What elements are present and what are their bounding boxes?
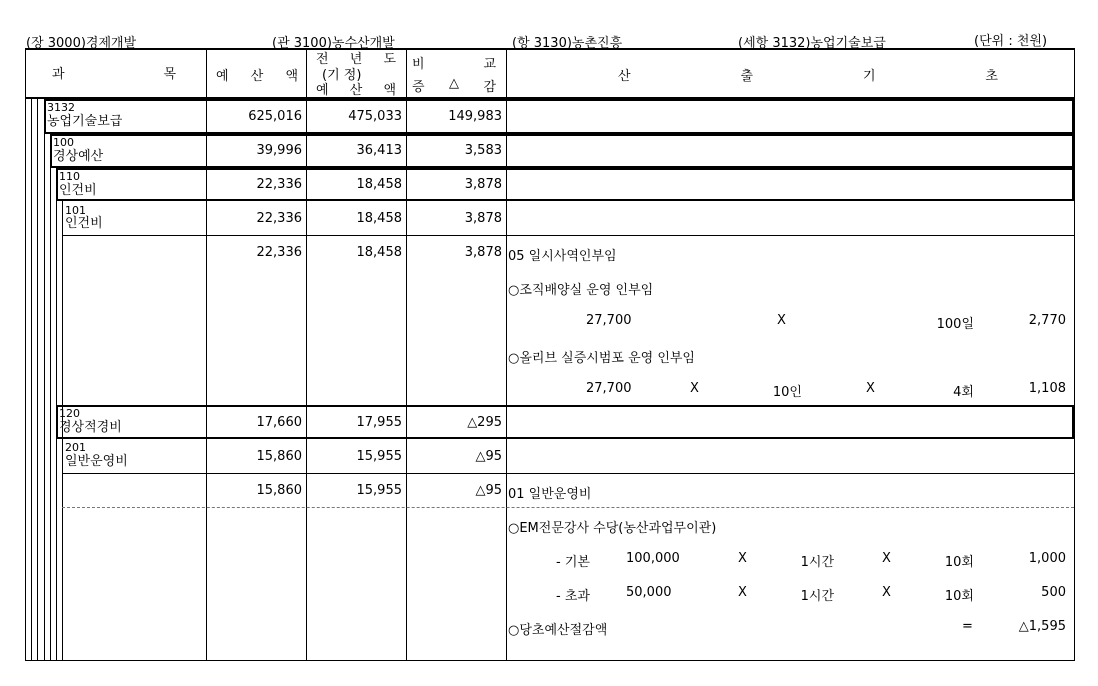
header-sehang: (세항 3132)농업기술보급 [738, 36, 886, 51]
basis-item: ○당초예산절감액 [508, 623, 608, 638]
header-gwan: (관 3100)농수산개발 [272, 36, 395, 51]
col-header-budget: 예 산 액 [216, 69, 298, 84]
header-hang: (항 3130)농촌진흥 [512, 36, 623, 51]
basis-item: ○올리브 실증시범포 운영 인부임 [508, 351, 695, 366]
col-header-subject: 과 목 [52, 67, 176, 82]
basis-title: 01 일반운영비 [508, 487, 592, 502]
basis-item: ○EM전문강사 수당(농산과업무이관) [508, 521, 717, 536]
basis-item: ○조직배양실 운영 인부임 [508, 283, 654, 298]
col-header-basis: 산 출 기 초 [618, 69, 998, 84]
header-unit: (단위 : 천원) [974, 34, 1048, 49]
basis-title: 05 일시사역인부임 [508, 249, 617, 264]
header-jang: (장 3000)경제개발 [26, 36, 137, 51]
